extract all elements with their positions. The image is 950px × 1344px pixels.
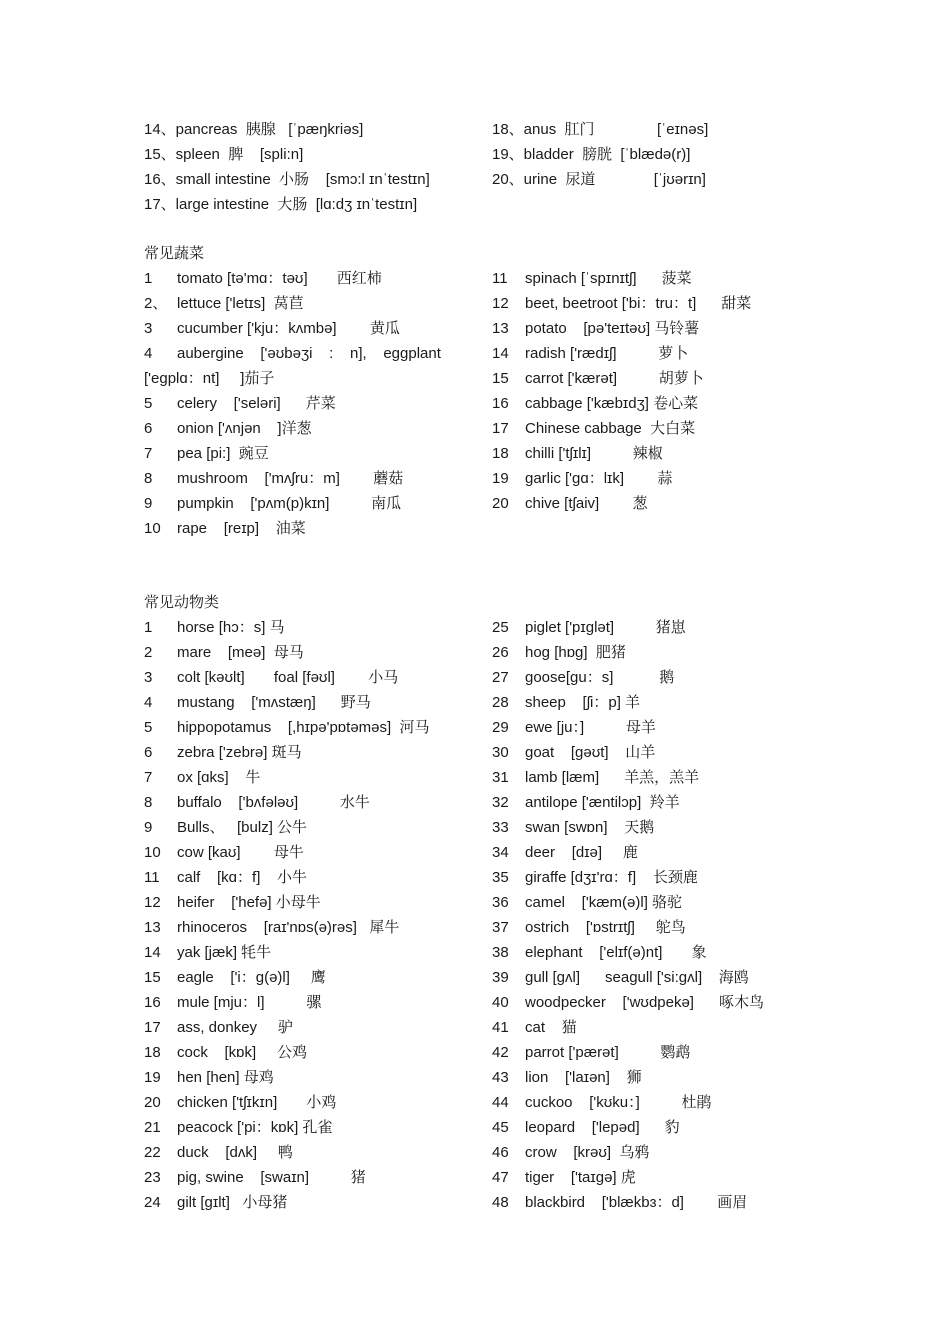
animals-right-column <box>492 615 792 1215</box>
item-text: beet, beetroot ['bi：tru：t] 甜菜 <box>525 295 752 312</box>
list-item <box>144 765 484 790</box>
item-number: 36 <box>492 894 509 911</box>
list-item <box>492 965 792 990</box>
item-text: cabbage ['kæbɪdʒ] 卷心菜 <box>525 395 699 412</box>
item-text: giraffe [dʒɪ'rɑ：f] 长颈鹿 <box>525 869 698 886</box>
item-number: 47 <box>492 1169 509 1186</box>
item-text: mare [meə] 母马 <box>177 644 304 661</box>
item-text: ox [ɑks] 牛 <box>177 769 261 786</box>
organs-right-column <box>492 117 792 192</box>
list-item <box>144 740 484 765</box>
list-item <box>492 391 792 416</box>
item-number: 3 <box>144 669 153 686</box>
list-item <box>492 441 792 466</box>
item-text: hen [hen] 母鸡 <box>177 1069 274 1086</box>
item-text: rhinoceros [raɪ'nɒs(ə)rəs] 犀牛 <box>177 919 400 936</box>
list-item <box>144 1040 484 1065</box>
item-number: 9 <box>144 819 153 836</box>
item-number: 29 <box>492 719 509 736</box>
list-item <box>144 640 484 665</box>
list-item <box>144 341 484 391</box>
organ-entry: 15、spleen 脾 [spli:n] <box>144 146 304 163</box>
item-text: gull [gʌl] seagull ['si:gʌl] 海鸥 <box>525 969 749 986</box>
item-text: ewe [ju：] 母羊 <box>525 719 656 736</box>
item-number: 40 <box>492 994 509 1011</box>
list-item <box>144 1015 484 1040</box>
item-number: 1 <box>144 270 153 287</box>
item-text: mushroom ['mʌʃru：m] 蘑菇 <box>177 470 404 487</box>
item-text: yak [jæk] 牦牛 <box>177 944 272 961</box>
organs-left-column <box>144 117 484 217</box>
item-text: mule [mju：l] 骡 <box>177 994 322 1011</box>
item-text: tiger ['taɪgə] 虎 <box>525 1169 636 1186</box>
list-item <box>492 466 792 491</box>
item-number: 5 <box>144 395 153 412</box>
item-number: 28 <box>492 694 509 711</box>
item-text: mustang ['mʌstæŋ] 野马 <box>177 694 371 711</box>
list-item <box>492 1090 792 1115</box>
list-item <box>144 266 484 291</box>
list-item-line <box>144 341 458 366</box>
list-item <box>144 1065 484 1090</box>
item-number: 20 <box>144 1094 161 1111</box>
list-item <box>144 990 484 1015</box>
item-text: chicken ['tʃɪkɪn] 小鸡 <box>177 1094 337 1111</box>
item-text: peacock ['pi：kɒk] 孔雀 <box>177 1119 333 1136</box>
list-item <box>492 266 792 291</box>
item-number: 41 <box>492 1019 509 1036</box>
item-text: blackbird ['blækbɜ：d] 画眉 <box>525 1194 748 1211</box>
item-number: 1 <box>144 619 153 636</box>
item-text: piglet ['pɪglət] 猪崽 <box>525 619 686 636</box>
item-number: 21 <box>144 1119 161 1136</box>
item-text: lettuce ['letɪs] 莴苣 <box>177 295 304 312</box>
item-number: 42 <box>492 1044 509 1061</box>
item-text: zebra ['zebrə] 斑马 <box>177 744 302 761</box>
list-item <box>492 940 792 965</box>
list-item <box>492 715 792 740</box>
item-text: goat [gəʊt] 山羊 <box>525 744 656 761</box>
list-item <box>492 840 792 865</box>
item-text: lamb [læm] 羊羔，羔羊 <box>525 769 700 786</box>
item-text: antilope ['æntilɔp] 羚羊 <box>525 794 680 811</box>
item-text: pig, swine [swaɪn] 猪 <box>177 1169 366 1186</box>
organ-entry: 14、pancreas 胰腺 [ˈpæŋkriəs] <box>144 121 364 138</box>
item-text: cuckoo ['kʊku：] 杜鹃 <box>525 1094 712 1111</box>
list-item <box>492 1165 792 1190</box>
item-number: 38 <box>492 944 509 961</box>
item-text: swan [swɒn] 天鹅 <box>525 819 655 836</box>
list-item <box>144 291 484 316</box>
item-number: 22 <box>144 1144 161 1161</box>
item-text: ostrich ['ɒstrɪtʃ] 鸵鸟 <box>525 919 686 936</box>
item-text: garlic ['gɑ：lɪk] 蒜 <box>525 470 673 487</box>
item-number: 15 <box>144 969 161 986</box>
item-text: camel ['kæm(ə)l] 骆驼 <box>525 894 683 911</box>
list-item <box>144 416 484 441</box>
item-text: hog [hɒg] 肥猪 <box>525 644 626 661</box>
item-number: 4 <box>144 694 153 711</box>
item-number: 12 <box>144 894 161 911</box>
item-number: 8 <box>144 794 153 811</box>
item-number: 5 <box>144 719 153 736</box>
item-text: potato [pə'teɪtəʊ] 马铃薯 <box>525 320 700 337</box>
list-item <box>492 890 792 915</box>
list-item <box>492 990 792 1015</box>
item-number: 33 <box>492 819 509 836</box>
list-item <box>144 615 484 640</box>
item-number: 16 <box>144 994 161 1011</box>
item-text: cucumber ['kju：kʌmbə] 黄瓜 <box>177 320 400 337</box>
list-item <box>144 516 484 541</box>
animals-section <box>144 590 824 1211</box>
item-text: woodpecker ['wʊdpekə] 啄木鸟 <box>525 994 764 1011</box>
list-item <box>144 1090 484 1115</box>
list-item <box>492 491 792 516</box>
list-item <box>492 1140 792 1165</box>
list-item <box>492 915 792 940</box>
list-item <box>492 416 792 441</box>
list-item <box>492 865 792 890</box>
item-number: 26 <box>492 644 509 661</box>
item-number: 7 <box>144 769 153 786</box>
item-text: cat 猫 <box>525 1019 577 1036</box>
item-text: duck [dʌk] 鸭 <box>177 1144 293 1161</box>
item-text: horse [hɔ：s] 马 <box>177 619 285 636</box>
item-text: lion ['laɪən] 狮 <box>525 1069 642 1086</box>
list-item <box>492 1015 792 1040</box>
item-text: cock [kɒk] 公鸡 <box>177 1044 308 1061</box>
item-number: 18 <box>144 1044 161 1061</box>
item-text: aubergine ['əʊbəʒi : n], eggplant <box>177 345 441 362</box>
vegetables-right-column <box>492 266 792 516</box>
section-heading: 常见蔬菜 <box>144 245 205 262</box>
item-number: 6 <box>144 744 153 761</box>
item-number: 15 <box>492 370 509 387</box>
item-number: 20 <box>492 495 509 512</box>
list-item <box>492 341 792 366</box>
item-number: 23 <box>144 1169 161 1186</box>
item-number: 14 <box>144 944 161 961</box>
item-number: 10 <box>144 520 161 537</box>
list-item <box>492 640 792 665</box>
item-number: 46 <box>492 1144 509 1161</box>
item-text: sheep [ʃi：p] 羊 <box>525 694 641 711</box>
vegetables-section <box>144 241 824 537</box>
item-text: colt [kəʊlt] foal [fəʊl] 小马 <box>177 669 399 686</box>
item-number: 24 <box>144 1194 161 1211</box>
list-item <box>144 840 484 865</box>
list-item <box>144 690 484 715</box>
list-item <box>144 391 484 416</box>
list-item <box>492 1040 792 1065</box>
item-number: 4 <box>144 345 153 362</box>
animals-left-column <box>144 615 484 1215</box>
item-number: 13 <box>492 320 509 337</box>
list-item <box>144 466 484 491</box>
item-number: 34 <box>492 844 509 861</box>
item-number: 35 <box>492 869 509 886</box>
item-number: 14 <box>492 345 509 362</box>
item-text: eagle ['i：g(ə)l] 鹰 <box>177 969 326 986</box>
item-text: hippopotamus [,hɪpə'pɒtəməs] 河马 <box>177 719 430 736</box>
list-item <box>492 615 792 640</box>
item-text: Bulls、 [bulz] 公牛 <box>177 819 308 836</box>
item-text: parrot ['pærət] 鹦鹉 <box>525 1044 691 1061</box>
item-number: 10 <box>144 844 161 861</box>
item-number: 8 <box>144 470 153 487</box>
organ-entry: 17、large intestine 大肠 [lɑ:dʒ ɪnˈtestɪn] <box>144 196 418 213</box>
item-text: Chinese cabbage 大白菜 <box>525 420 696 437</box>
list-item <box>492 815 792 840</box>
item-text: chilli ['tʃɪlɪ] 辣椒 <box>525 445 663 462</box>
list-item <box>492 316 792 341</box>
item-text: tomato [tə'mɑ：təʊ] 西红柿 <box>177 270 382 287</box>
list-item <box>144 890 484 915</box>
list-item <box>144 940 484 965</box>
list-item <box>144 865 484 890</box>
organ-entry: 20、urine 尿道 [ˈjʊərɪn] <box>492 171 706 188</box>
list-item <box>144 1115 484 1140</box>
vegetables-left-column <box>144 266 484 541</box>
list-item <box>144 715 484 740</box>
item-text: rape [reɪp] 油菜 <box>177 520 306 537</box>
item-number: 44 <box>492 1094 509 1111</box>
item-text: deer [dɪə] 鹿 <box>525 844 638 861</box>
item-number: 30 <box>492 744 509 761</box>
item-number: 13 <box>144 919 161 936</box>
item-text: buffalo ['bʌfələʊ] 水牛 <box>177 794 370 811</box>
item-text: goose[gu：s] 鹅 <box>525 669 675 686</box>
list-item <box>492 366 792 391</box>
item-text: celery ['seləri] 芹菜 <box>177 395 336 412</box>
item-number: 17 <box>492 420 509 437</box>
list-item <box>144 815 484 840</box>
item-number: 11 <box>492 270 508 287</box>
list-item <box>144 665 484 690</box>
item-text: chive [tʃaiv] 葱 <box>525 495 648 512</box>
item-text: pumpkin ['pʌm(p)kɪn] 南瓜 <box>177 495 402 512</box>
list-item <box>492 1115 792 1140</box>
item-text: heifer ['hefə] 小母牛 <box>177 894 321 911</box>
item-number: 2、 <box>144 295 168 312</box>
list-item <box>144 316 484 341</box>
list-item <box>492 1065 792 1090</box>
organ-entry: 19、bladder 膀胱 [ˈblædə(r)] <box>492 146 691 163</box>
item-number: 45 <box>492 1119 509 1136</box>
list-item <box>144 790 484 815</box>
section-heading: 常见动物类 <box>144 594 220 611</box>
item-number: 43 <box>492 1069 509 1086</box>
item-text-continued: ['egplɑ：nt] ]茄子 <box>144 370 275 387</box>
item-number: 16 <box>492 395 509 412</box>
organ-entry: 18、anus 肛门 [ˈeɪnəs] <box>492 121 709 138</box>
list-item <box>144 1140 484 1165</box>
item-number: 19 <box>492 470 509 487</box>
list-item <box>492 1190 792 1215</box>
list-item <box>492 665 792 690</box>
item-text: spinach [ˈspɪnɪtʃ] 菠菜 <box>525 270 692 287</box>
list-item <box>492 291 792 316</box>
item-number: 18 <box>492 445 509 462</box>
item-number: 2 <box>144 644 153 661</box>
item-text: elephant ['elɪf(ə)nt] 象 <box>525 944 707 961</box>
item-number: 7 <box>144 445 153 462</box>
item-number: 6 <box>144 420 153 437</box>
item-number: 17 <box>144 1019 161 1036</box>
list-item <box>144 441 484 466</box>
list-item <box>144 965 484 990</box>
item-text: gilt [gɪlt] 小母猪 <box>177 1194 288 1211</box>
item-text: ass, donkey 驴 <box>177 1019 293 1036</box>
item-number: 3 <box>144 320 153 337</box>
list-item <box>492 740 792 765</box>
item-number: 31 <box>492 769 509 786</box>
item-number: 25 <box>492 619 509 636</box>
item-text: onion ['ʌnjən ]洋葱 <box>177 420 312 437</box>
item-number: 32 <box>492 794 509 811</box>
item-number: 12 <box>492 295 509 312</box>
item-number: 27 <box>492 669 509 686</box>
item-number: 48 <box>492 1194 509 1211</box>
item-number: 39 <box>492 969 509 986</box>
item-text: radish ['rædɪʃ] 萝卜 <box>525 345 689 362</box>
item-text: crow [krəʊ] 乌鸦 <box>525 1144 650 1161</box>
list-item <box>492 790 792 815</box>
item-number: 37 <box>492 919 509 936</box>
item-text: cow [kaʊ] 母牛 <box>177 844 304 861</box>
item-text: leopard ['lepəd] 豹 <box>525 1119 680 1136</box>
organ-entry: 16、small intestine 小肠 [smɔ:l ɪnˈtestɪn] <box>144 171 430 188</box>
item-text: carrot ['kærət] 胡萝卜 <box>525 370 704 387</box>
list-item <box>144 491 484 516</box>
item-number: 19 <box>144 1069 161 1086</box>
item-text: pea [pi:] 豌豆 <box>177 445 269 462</box>
item-number: 11 <box>144 869 160 886</box>
list-item <box>144 1165 484 1190</box>
list-item <box>492 765 792 790</box>
item-text: calf [kɑ：f] 小牛 <box>177 869 308 886</box>
item-number: 9 <box>144 495 153 512</box>
list-item <box>492 690 792 715</box>
list-item <box>144 1190 484 1215</box>
list-item <box>144 915 484 940</box>
